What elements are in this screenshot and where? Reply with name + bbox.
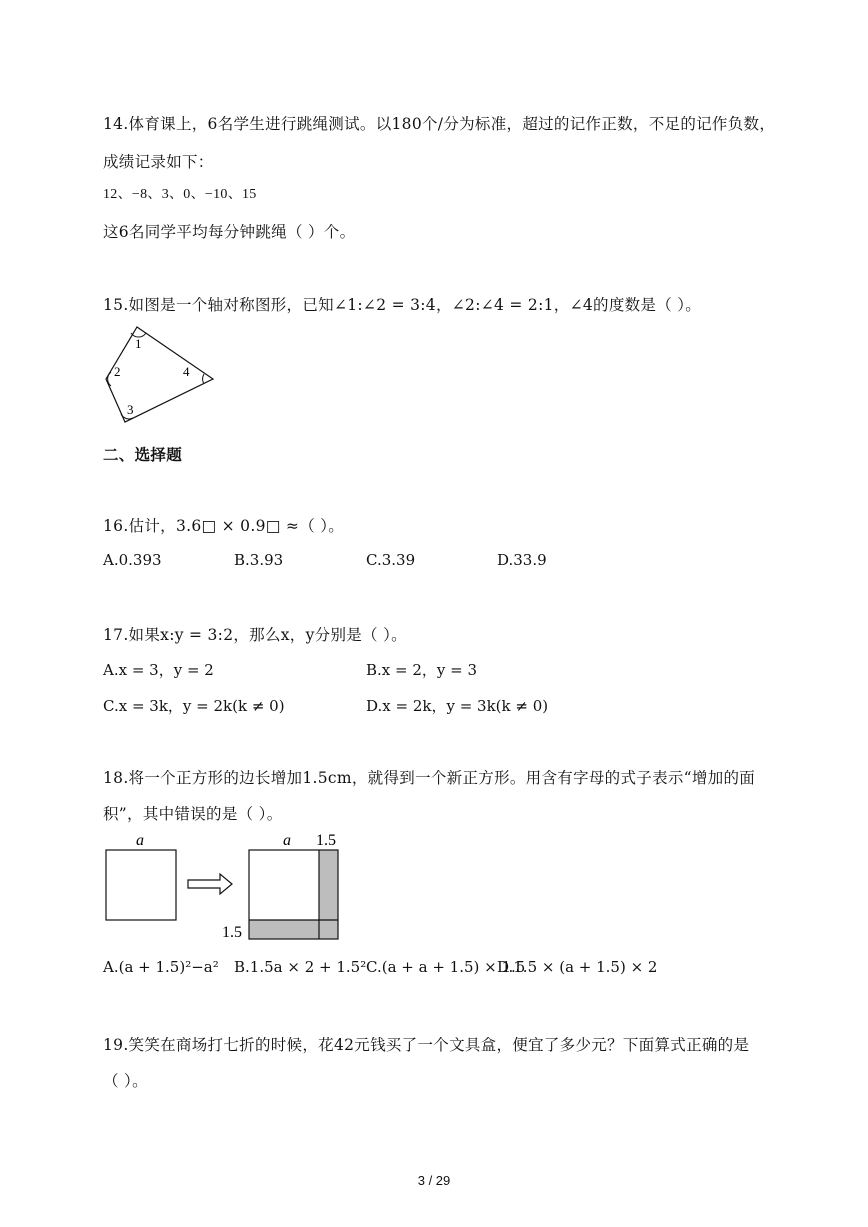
q18-line2: 积”，其中错误的是（ ）。 [103,805,283,823]
angle-label-3: 3 [127,402,134,417]
arrow-icon [188,874,232,894]
q16-option-b: B.3.93 [234,551,284,569]
section-title: 二、选择题 [103,445,183,464]
angle-label-2: 2 [114,364,121,379]
q19-line2: （ ）。 [103,1072,148,1090]
fig-label-a-left: a [136,832,144,849]
q16-option-c: C.3.39 [366,551,416,569]
fig-label-bottom-left: 1.5 [222,924,242,941]
fig-label-a-right: a [283,832,291,849]
q16-text: 16.估计，3.6□ × 0.9□ ≈（ ）。 [103,517,345,535]
q18-option-a: A.(a + 1.5)²−a² [103,958,219,976]
q18-square-figure [100,828,360,943]
q14-line2: 成绩记录如下： [103,153,214,171]
q18-option-b: B.1.5a × 2 + 1.5² [234,958,367,976]
q14-line4: 这6名同学平均每分钟跳绳（ ）个。 [103,223,356,241]
q19-line1: 19.笑笑在商场打七折的时候，花42元钱买了一个文具盒，便宜了多少元？下面算式正确的是 [103,1036,750,1054]
q18-line1: 18.将一个正方形的边长增加1.5cm，就得到一个新正方形。用含有字母的式子表示“增加的面 [103,769,756,787]
q14-line1: 14.体育课上，6名学生进行跳绳测试。以180个/分为标准，超过的记作正数，不足的记作负数， [103,115,776,133]
q16-option-d: D.33.9 [497,551,547,569]
angle-label-1: 1 [135,336,142,351]
q17-option-b: B.x = 2，y = 3 [366,661,478,679]
q18-option-c: C.(a + a + 1.5) × 1.5 [366,958,526,976]
q17-text: 17.如果x:y = 3:2，那么x，y分别是（ ）。 [103,626,407,644]
q17-option-d: D.x = 2k，y = 3k(k ≠ 0) [366,697,549,715]
q15-quadrilateral-figure [100,322,220,432]
q14-data-list: 12、−8、3、0、−10、15 [103,187,257,202]
angle-label-4: 4 [183,364,190,379]
q17-option-c: C.x = 3k，y = 2k(k ≠ 0) [103,697,285,715]
q17-option-a: A.x = 3，y = 2 [103,661,214,679]
fig-label-top-right: 1.5 [316,832,336,849]
q16-option-a: A.0.393 [103,551,162,569]
q18-option-d: D.1.5 × (a + 1.5) × 2 [497,958,658,976]
q15-text: 15.如图是一个轴对称图形，已知∠1:∠2 = 3:4，∠2:∠4 = 2:1，∠4的度数是（ ）。 [103,296,702,314]
page-number: 3 / 29 [417,1173,451,1188]
